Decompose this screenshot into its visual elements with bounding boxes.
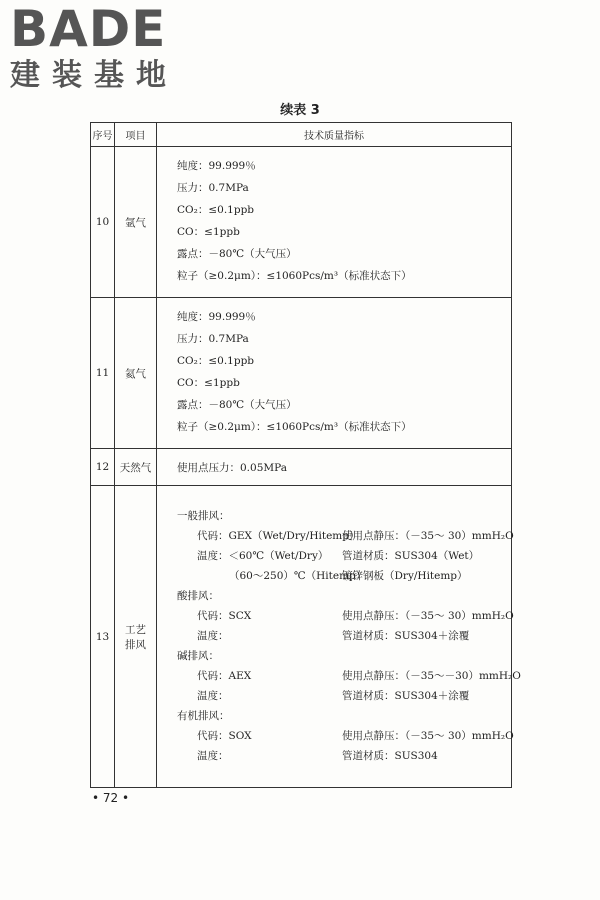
spec-line: 露点：－80℃（大气压）: [177, 399, 297, 411]
spec-line: 粒子（≥0.2μm）：≤1060Pcs/m³（标准状态下）: [177, 421, 412, 433]
row-item: [115, 486, 157, 788]
spec-line: 露点：－80℃（大气压）: [177, 248, 297, 260]
exhaust-organic-pressure: 使用点静压：（－35～ 30）mmH₂O: [342, 729, 514, 742]
table-row: [91, 147, 512, 298]
spec-line: 压力：0.7MPa: [177, 333, 249, 345]
row-no: 10: [91, 147, 115, 298]
exhaust-organic-code: 代码：SOX: [197, 729, 252, 742]
row-item: 天然气: [115, 449, 157, 486]
brand-logo: [10, 0, 178, 94]
table-title: 续表 3: [280, 103, 320, 118]
exhaust-general-material: 管道材质：SUS304（Wet）: [342, 549, 480, 562]
table-row: [91, 298, 512, 449]
spec-line: CO：≤1ppb: [177, 377, 240, 389]
row-item-line: 工艺: [125, 623, 146, 636]
row-no: 13: [91, 486, 115, 788]
table-row: [91, 449, 512, 486]
exhaust-general-title: 一般排风：: [177, 509, 230, 522]
row-no: 11: [91, 298, 115, 449]
exhaust-general-temp2: （60～250）℃（Hitemp）: [229, 569, 367, 582]
exhaust-organic-temp: 温度：: [197, 749, 229, 762]
header-item: 项目: [115, 123, 157, 147]
row-spec: [157, 486, 521, 788]
row-spec: [157, 449, 512, 486]
row-item-line: 排风: [125, 638, 146, 651]
exhaust-acid-material: 管道材质：SUS304＋涂覆: [342, 629, 470, 642]
spec-line: 粒子（≥0.2μm）：≤1060Pcs/m³（标准状态下）: [177, 270, 412, 282]
exhaust-general-code: 代码：GEX（Wet/Dry/Hitemp）: [197, 529, 360, 542]
table-header-row: [91, 123, 512, 147]
exhaust-acid-temp: 温度：: [197, 629, 229, 642]
spec-line: CO₂：≤0.1ppb: [177, 355, 255, 367]
logo-english: BADE: [10, 0, 167, 58]
row-item: 氦气: [115, 298, 157, 449]
exhaust-alkali-material: 管道材质：SUS304＋涂覆: [342, 689, 470, 702]
exhaust-general-material2: 镀锌钢板（Dry/Hitemp）: [342, 569, 468, 582]
exhaust-alkali-title: 碱排风：: [177, 649, 219, 662]
spec-line: 纯度：99.999％: [177, 311, 256, 323]
row-spec: [157, 147, 512, 298]
logo-chinese: 建装基地: [10, 58, 178, 93]
spec-line: 纯度：99.999％: [177, 160, 256, 172]
exhaust-organic-title: 有机排风：: [177, 709, 230, 722]
exhaust-organic-material: 管道材质：SUS304: [342, 749, 438, 762]
exhaust-acid-pressure: 使用点静压：（－35～ 30）mmH₂O: [342, 609, 514, 622]
table-row: [91, 486, 512, 788]
spec-line: CO：≤1ppb: [177, 226, 240, 238]
header-spec: 技术质量指标: [157, 123, 512, 147]
exhaust-general-pressure: 使用点静压：（－35～ 30）mmH₂O: [342, 529, 514, 542]
exhaust-acid-code: 代码：SCX: [197, 609, 252, 622]
exhaust-alkali-temp: 温度：: [197, 689, 229, 702]
row-spec: [157, 298, 512, 449]
exhaust-general-temp: 温度：＜60℃（Wet/Dry）: [197, 549, 329, 562]
row-no: 12: [91, 449, 115, 486]
row-item: 氩气: [115, 147, 157, 298]
page-number: • 72 •: [92, 791, 130, 805]
header-no: 序号: [91, 123, 115, 147]
spec-line: 使用点压力：0.05MPa: [177, 461, 287, 474]
spec-line: 压力：0.7MPa: [177, 182, 249, 194]
spec-table: [90, 122, 521, 788]
exhaust-acid-title: 酸排风：: [177, 589, 219, 602]
spec-line: CO₂：≤0.1ppb: [177, 204, 255, 216]
exhaust-alkali-pressure: 使用点静压：（－35～－30）mmH₂O: [342, 669, 521, 682]
exhaust-alkali-code: 代码：AEX: [197, 669, 252, 682]
